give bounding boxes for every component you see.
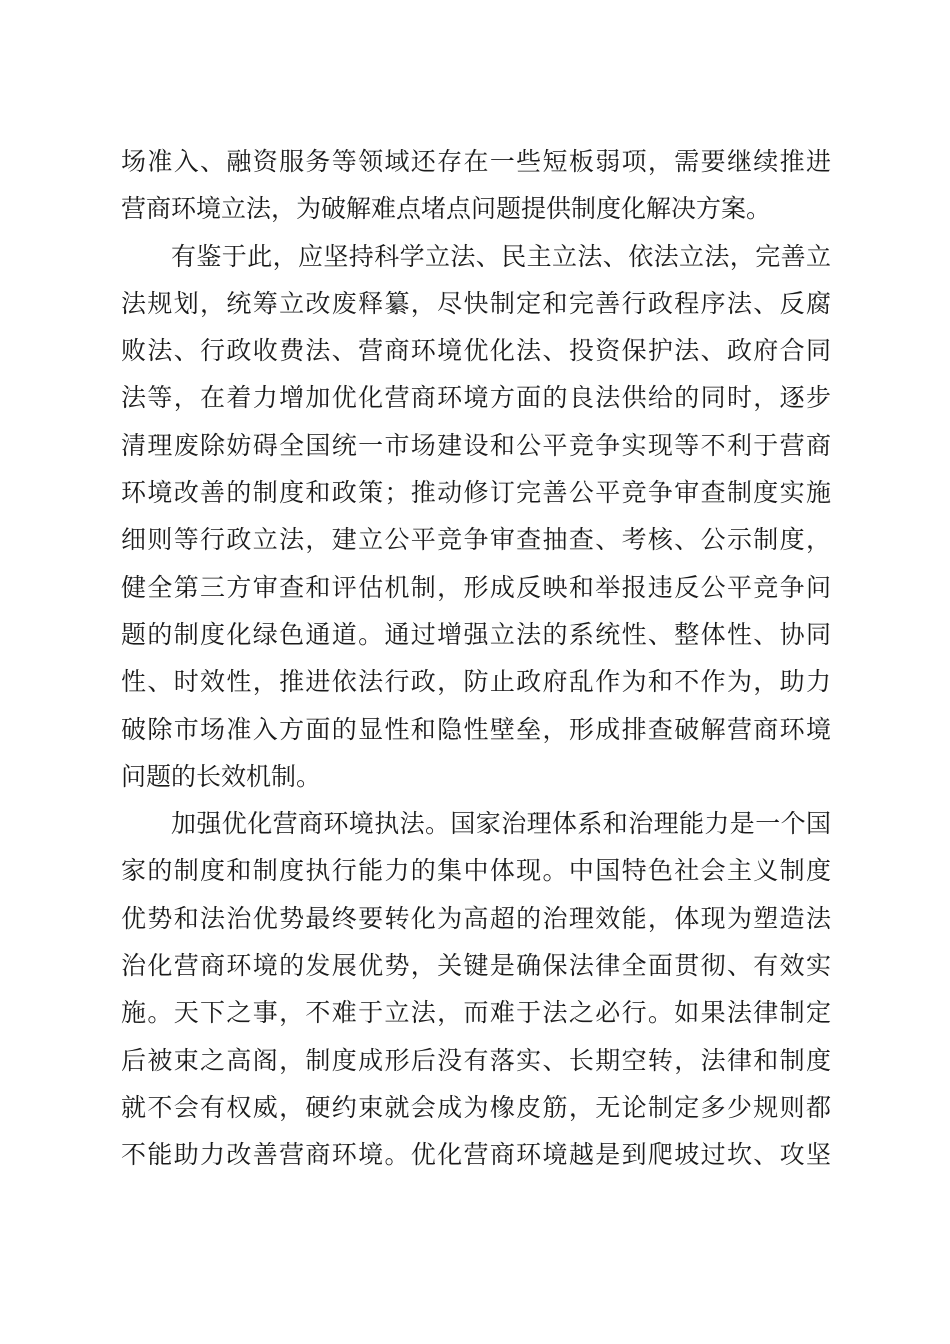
text-line: 治化营商环境的发展优势，关键是确保法律全面贯彻、有效实: [121, 951, 831, 981]
text-line: 不能助力改善营商环境。优化营商环境越是到爬坡过坎、攻坚: [121, 1140, 831, 1170]
text-line: 问题的长效机制。: [121, 761, 322, 791]
text-line: 优势和法治优势最终要转化为高超的治理效能，体现为塑造法: [121, 903, 831, 933]
text-line: 法等，在着力增加优化营商环境方面的良法供给的同时，逐步: [121, 383, 831, 413]
text-line: 清理废除妨碍全国统一市场建设和公平竞争实现等不利于营商: [121, 430, 831, 460]
text-line: 性、时效性，推进依法行政，防止政府乱作为和不作为，助力: [121, 667, 831, 697]
text-line: 家的制度和制度执行能力的集中体现。中国特色社会主义制度: [121, 856, 831, 886]
text-line: 法规划，统筹立改废释纂，尽快制定和完善行政程序法、反腐: [121, 288, 831, 318]
text-line: 营商环境立法，为破解难点堵点问题提供制度化解决方案。: [121, 194, 772, 224]
text-line: 就不会有权威，硬约束就会成为橡皮筋，无论制定多少规则都: [121, 1092, 831, 1122]
text-line: 健全第三方审查和评估机制，形成反映和举报违反公平竞争问: [121, 572, 831, 602]
text-line: 破除市场准入方面的显性和隐性壁垒，形成排查破解营商环境: [121, 714, 831, 744]
text-line: 场准入、融资服务等领域还存在一些短板弱项，需要继续推进: [121, 147, 831, 176]
text-line: 题的制度化绿色通道。通过增强立法的系统性、整体性、协同: [121, 619, 831, 649]
text-line: 后被束之高阁，制度成形后没有落实、长期空转，法律和制度: [121, 1045, 831, 1075]
text-line: 环境改善的制度和政策；推动修订完善公平竞争审查制度实施: [121, 478, 831, 508]
body-text: [121, 138, 831, 1179]
text-line: 细则等行政立法，建立公平竞争审查抽查、考核、公示制度，: [121, 525, 831, 555]
text-line: 施。天下之事，不难于立法，而难于法之必行。如果法律制定: [121, 998, 831, 1028]
text-line: 败法、行政收费法、营商环境优化法、投资保护法、政府合同: [121, 336, 831, 366]
text-line: 加强优化营商环境执法。国家治理体系和治理能力是一个国: [171, 809, 831, 839]
text-line: 有鉴于此，应坚持科学立法、民主立法、依法立法，完善立: [171, 241, 831, 271]
